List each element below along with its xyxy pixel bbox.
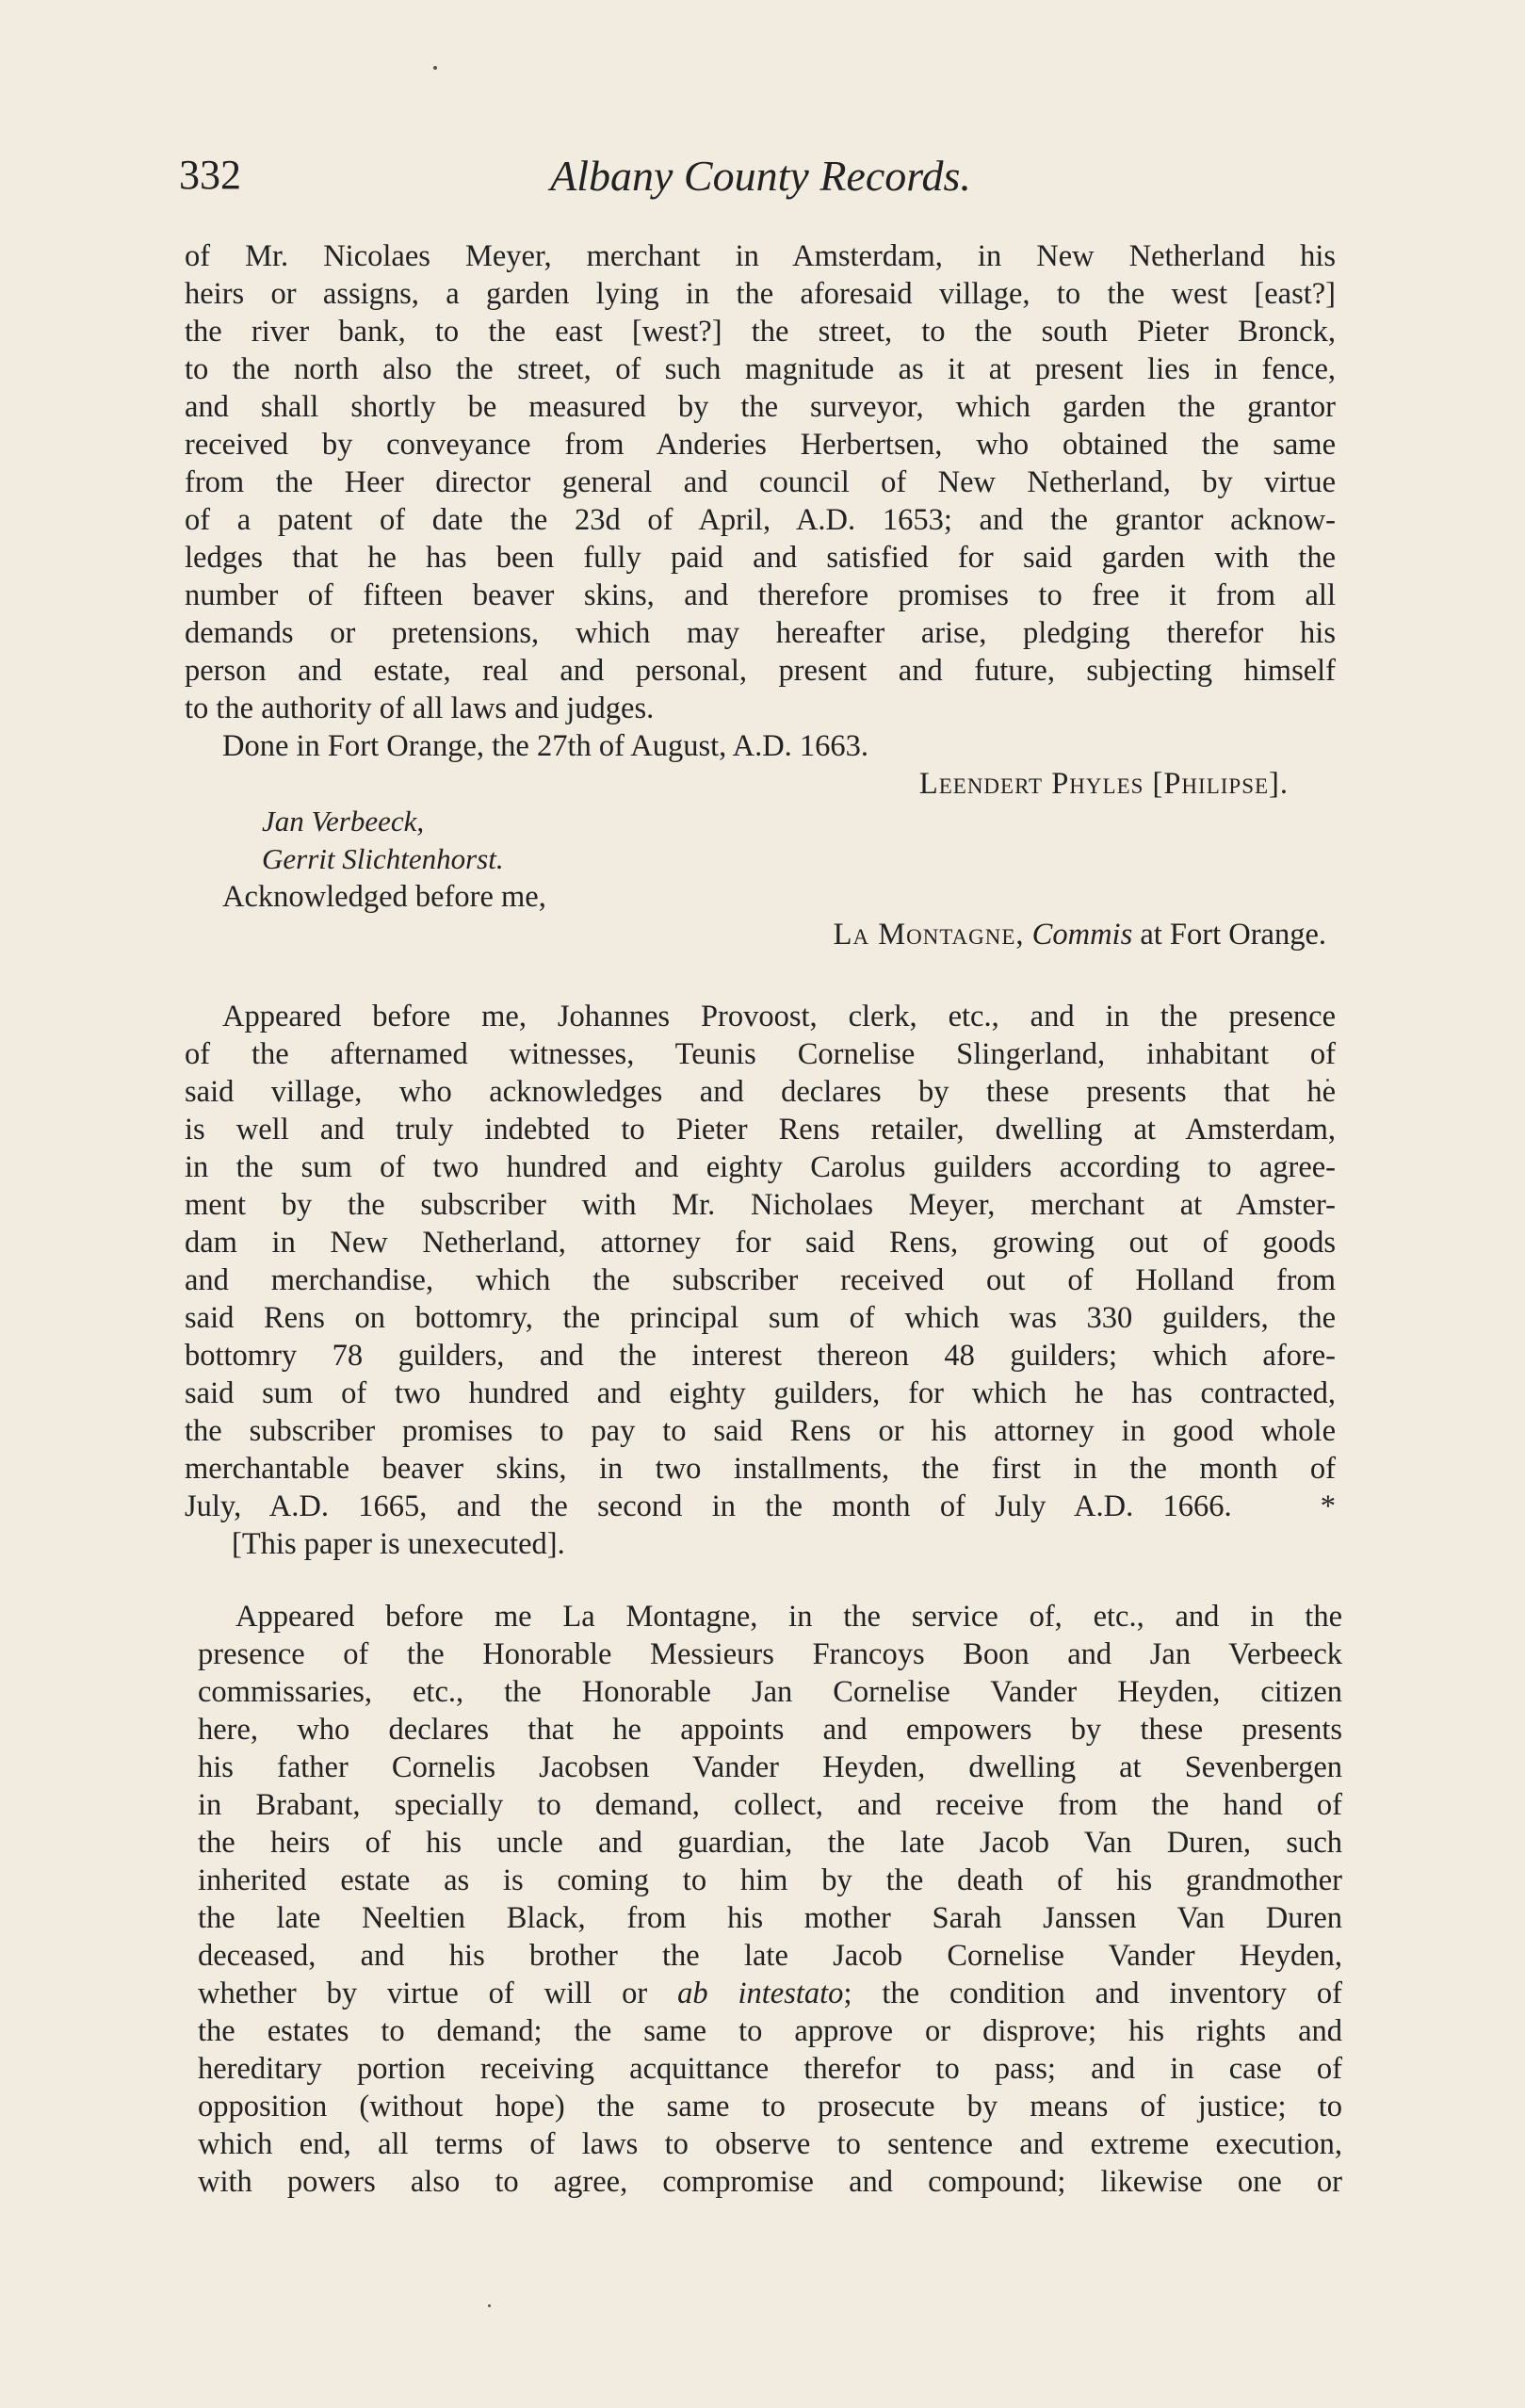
text-line: received by conveyance from Anderies Herbertsen, who obtained the same	[185, 428, 1336, 462]
text-line: demands or pretensions, which may hereafter arise, pledging therefor his	[185, 616, 1336, 650]
text-line: of the afternamed witnesses, Teunis Cornelise Slingerland, inhabitant of	[185, 1037, 1336, 1071]
text-line: the subscriber promises to pay to said Rens or his attorney in good whole	[185, 1414, 1336, 1448]
text-line: said Rens on bottomry, the principal sum of which was 330 guilders, the	[185, 1301, 1336, 1335]
witness-name: Gerrit Slichtenhorst.	[262, 842, 504, 875]
text-line: is well and truly indebted to Pieter Rens retailer, dwelling at Amsterdam,	[185, 1113, 1336, 1147]
record-1	[185, 237, 1336, 953]
text-line: hereditary portion receiving acquittance therefor to pass; and in case of	[198, 2052, 1342, 2086]
record-3	[198, 1598, 1342, 2201]
text-line: from the Heer director general and council of New Netherland, by virtue	[185, 465, 1336, 499]
record-2	[185, 998, 1336, 1563]
text-line: said village, who acknowledges and declares by these presents that he	[185, 1075, 1336, 1109]
text-line: Appeared before me, Johannes Provoost, clerk, etc., and in the presence	[222, 1000, 1336, 1033]
text-fragment: whether by virtue of will or	[198, 1977, 648, 2010]
text-line: which end, all terms of laws to observe to sentence and extreme execution,	[198, 2127, 1342, 2161]
text-line: here, who declares that he appoints and empowers by these presents	[198, 1713, 1342, 1747]
text-line: the heirs of his uncle and guardian, the late Jacob Van Duren, such	[198, 1826, 1342, 1860]
text-line: Appeared before me La Montagne, in the service of, etc., and in the	[235, 1600, 1342, 1634]
text-line: merchantable beaver skins, in two installments, the first in the month of	[185, 1452, 1336, 1486]
text-line: opposition (without hope) the same to prosecute by means of justice; to	[198, 2090, 1342, 2123]
text-line: in Brabant, specially to demand, collect, and receive from the hand of	[198, 1788, 1342, 1822]
text-line: to the north also the street, of such magnitude as it at present lies in fence,	[185, 352, 1336, 386]
latin-phrase: ab intestato	[677, 1977, 844, 2010]
page-header	[179, 151, 1342, 207]
ink-speck	[488, 2304, 491, 2307]
witness-name: Jan Verbeeck,	[262, 805, 425, 838]
text-line: to the authority of all laws and judges.	[185, 691, 655, 725]
running-title: Albany County Records.	[550, 152, 971, 200]
text-line: July, A.D. 1665, and the second in the month of July A.D. 1666. *	[185, 1489, 1336, 1523]
text-line: of Mr. Nicolaes Meyer, merchant in Amsterdam, in New Netherland his	[185, 239, 1336, 273]
text-line: presence of the Honorable Messieurs Francoys Boon and Jan Verbeeck	[198, 1637, 1342, 1671]
text-line: deceased, and his brother the late Jacob Cornelise Vander Heyden,	[198, 1939, 1342, 1973]
text-line: number of fifteen beaver skins, and therefore promises to free it from all	[185, 578, 1336, 612]
text-line: and merchandise, which the subscriber received out of Holland from	[185, 1263, 1336, 1297]
text-line: bottomry 78 guilders, and the interest thereon 48 guilders; which afore-	[185, 1339, 1336, 1373]
text-line: in the sum of two hundred and eighty Carolus guilders according to agree-	[185, 1150, 1336, 1184]
commis-name: La Montagne,	[833, 918, 1025, 952]
text-line: the estates to demand; the same to approve or disprove; his rights and	[198, 2014, 1342, 2048]
commis-title: Commis	[1031, 918, 1133, 952]
text-line: his father Cornelis Jacobsen Vander Heyden, dwelling at Sevenbergen	[198, 1750, 1342, 1784]
text-line: of a patent of date the 23d of April, A.D. 1653; and the grantor acknow-	[185, 503, 1336, 537]
text-line: the river bank, to the east [west?] the street, to the south Pieter Bronck,	[185, 315, 1336, 349]
text-line: ledges that he has been fully paid and satisfied for said garden with the	[185, 541, 1336, 575]
text-line: with powers also to agree, compromise and compound; likewise one or	[198, 2165, 1342, 2199]
text-line: the late Neeltien Black, from his mother Sarah Janssen Van Duren	[198, 1901, 1342, 1935]
text-line: commissaries, etc., the Honorable Jan Cornelise Vander Heyden, citizen	[198, 1675, 1342, 1709]
done-line: Done in Fort Orange, the 27th of August, A.D. 1663.	[222, 729, 869, 763]
commis-signature	[185, 916, 1336, 953]
text-line: ment by the subscriber with Mr. Nicholaes Meyer, merchant at Amster-	[185, 1188, 1336, 1222]
signatory: Leendert Phyles [Philipse].	[918, 767, 1289, 801]
text-line: heirs or assigns, a garden lying in the aforesaid village, to the west [east?]	[185, 277, 1336, 311]
text-line: and shall shortly be measured by the surveyor, which garden the grantor	[185, 390, 1336, 424]
text-line: dam in New Netherland, attorney for said Rens, growing out of goods	[185, 1226, 1336, 1260]
text-line: said sum of two hundred and eighty guilders, for which he has contracted,	[185, 1376, 1336, 1410]
text-line: inherited estate as is coming to him by the death of his grandmother	[198, 1863, 1342, 1897]
commis-place: at Fort Orange.	[1140, 918, 1326, 952]
ink-speck	[433, 66, 437, 70]
page-number: 332	[179, 152, 241, 198]
text-line	[198, 1975, 1342, 2012]
unexecuted-note: [This paper is unexecuted].	[232, 1527, 565, 1561]
text-line: person and estate, real and personal, present and future, subjecting himself	[185, 654, 1336, 688]
acknowledgement-label: Acknowledged before me,	[222, 880, 546, 914]
text-fragment: ; the condition and inventory of	[843, 1977, 1342, 2010]
